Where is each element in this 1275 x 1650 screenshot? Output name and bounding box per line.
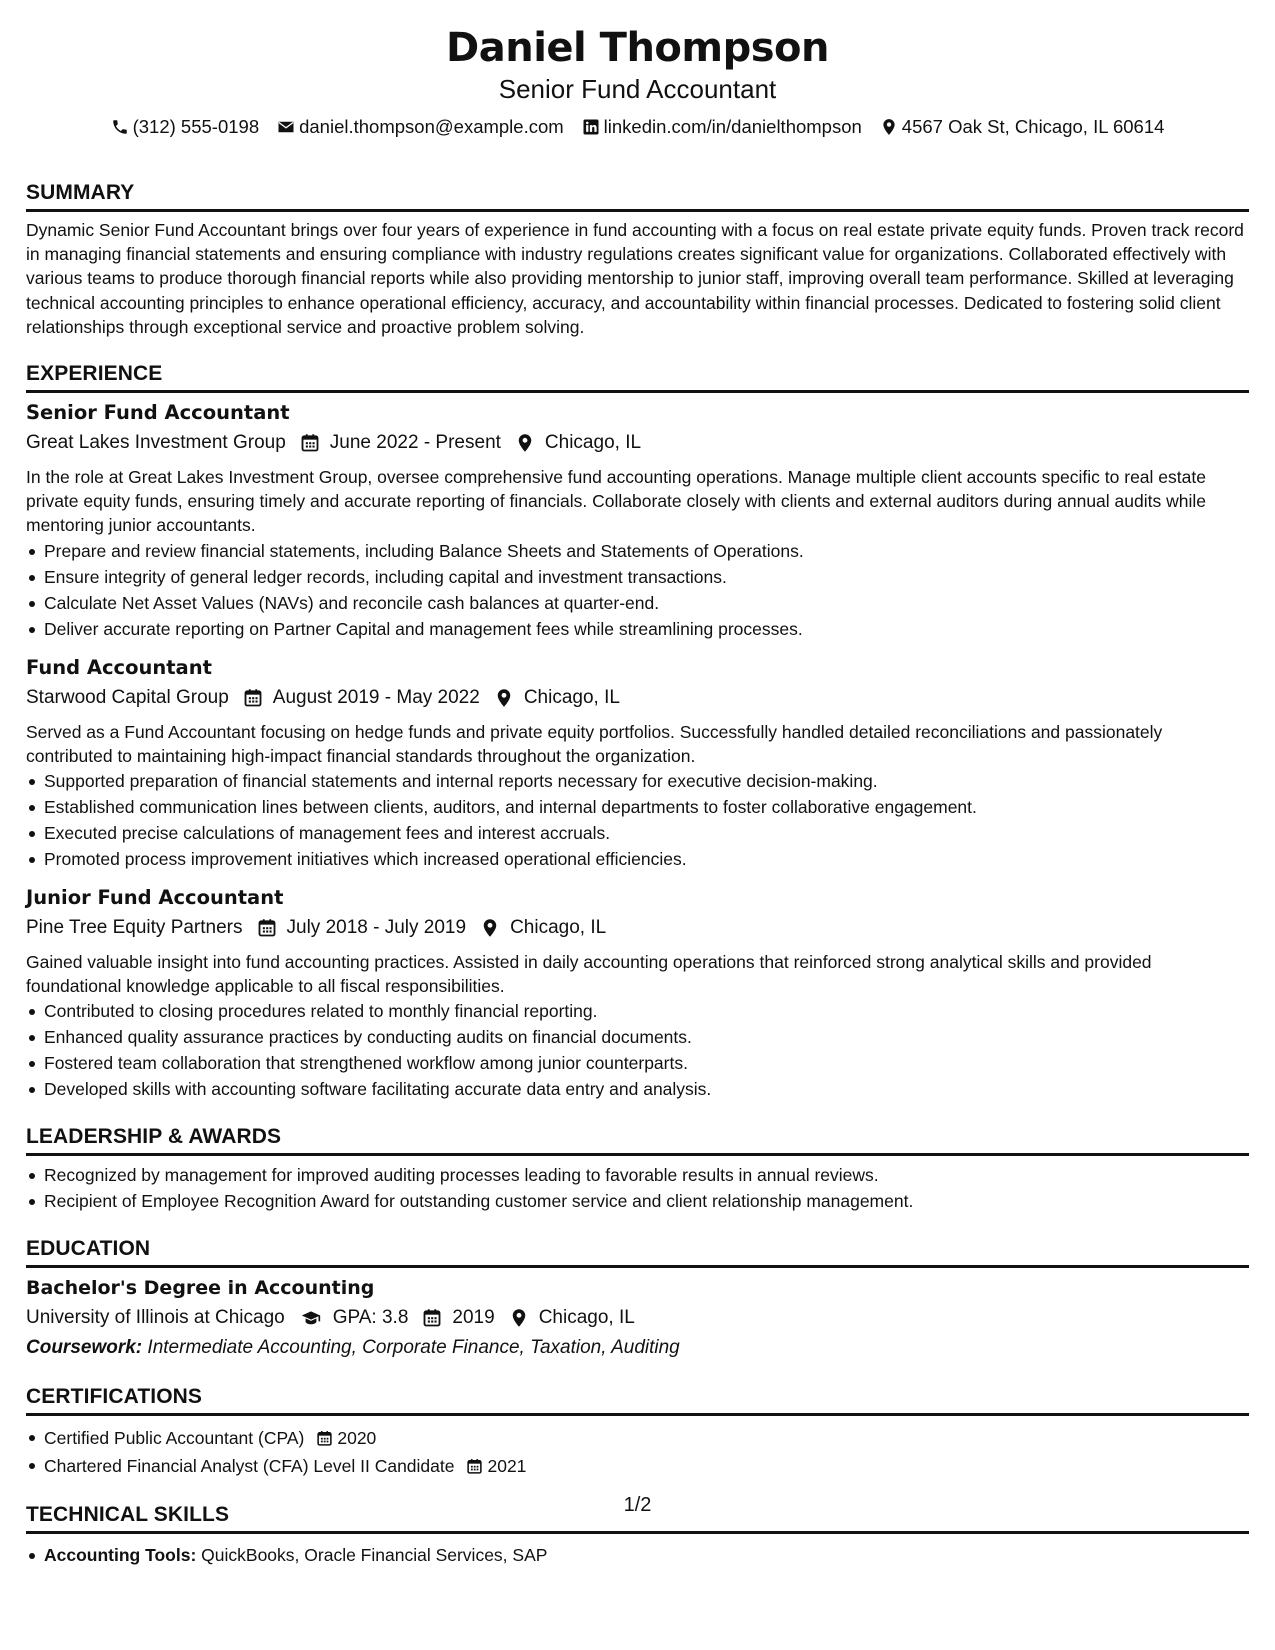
leadership-heading: LEADERSHIP & AWARDS [26, 1124, 1249, 1156]
job-location-text: Chicago, IL [510, 917, 607, 939]
certification-date [466, 1452, 526, 1480]
education-location [509, 1304, 635, 1332]
certifications-section [26, 1384, 1249, 1480]
leadership-section [26, 1124, 1249, 1214]
job-description: In the role at Great Lakes Investment Group, oversee comprehensive fund accounting operations. Manage multiple client accounts specific to real estate private equity funds, ensuring timely and accurate reporting of financials. Collaborate closely with clients and external auditors during annual audits while mentoring junior accountants. [26, 467, 1206, 536]
map-pin-icon [494, 688, 514, 708]
contact-email[interactable] [277, 116, 564, 138]
contact-linkedin-text[interactable]: linkedin.com/in/danielthompson [603, 116, 862, 137]
job-location [515, 429, 641, 457]
job-company: Great Lakes Investment Group [26, 432, 286, 454]
map-pin-icon [880, 118, 898, 136]
job-title: Junior Fund Accountant [26, 886, 284, 910]
list-item: Recipient of Employee Recognition Award for outstanding customer service and client relationship management. [26, 1188, 1249, 1214]
list-item: Ensure integrity of general ledger records, including capital and investment transactions. [26, 564, 1249, 590]
calendar-icon [300, 433, 320, 453]
map-pin-icon [480, 918, 500, 938]
list-item: Fostered team collaboration that strengthened workflow among junior counterparts. [26, 1050, 1249, 1076]
job-description: Served as a Fund Accountant focusing on hedge funds and private equity portfolios. Successfully handled detailed reconciliations and passionately contributed to maintaining high-impact financial standards throughout the organization. [26, 721, 1163, 766]
resume-page [26, 22, 1249, 1568]
list-item [26, 1424, 1249, 1452]
summary-section [26, 180, 1249, 339]
coursework-text: Intermediate Accounting, Corporate Finance, Taxation, Auditing [147, 1337, 680, 1359]
job-title: Fund Accountant [26, 655, 212, 679]
job-dates [300, 429, 501, 457]
coursework-label: Coursework: [26, 1337, 143, 1359]
calendar-icon [243, 688, 263, 708]
calendar-icon [257, 918, 277, 938]
education-year-text: 2019 [452, 1307, 495, 1329]
job-meta [26, 429, 1249, 457]
education-location-text: Chicago, IL [538, 1307, 635, 1329]
job-dates-text: June 2022 - Present [329, 432, 501, 454]
list-item: Developed skills with accounting software facilitating accurate data entry and analysis. [26, 1076, 1249, 1102]
list-item: Executed precise calculations of management fees and interest accruals. [26, 820, 1249, 846]
job-entry [26, 654, 1249, 872]
page-number: 1/2 [623, 1494, 652, 1516]
degree-title: Bachelor's Degree in Accounting [26, 1277, 375, 1300]
job-entry [26, 399, 1249, 642]
leadership-bullets [26, 1162, 1249, 1214]
job-bullets [26, 768, 1249, 872]
summary-text: Dynamic Senior Fund Accountant brings over four years of experience in fund accounting with a focus on real estate private equity funds. Proven track record in managing financial statements and ensuring compliance with industry regulations creates significant value for organizations. Collaborated effectively with various teams to produce thorough financial reports while also providing mentorship to junior staff, improving overall team performance. Skilled at leveraging technical accounting principles to enhance operational efficiency, accuracy, and accountability within financial processes. Dedicated to fostering solid client relationships through exceptional service and proactive problem solving. [26, 220, 1244, 337]
job-dates-text: August 2019 - May 2022 [272, 686, 480, 708]
education-gpa-text: GPA: 3.8 [332, 1307, 409, 1329]
job-location [480, 914, 606, 942]
envelope-icon [277, 118, 295, 136]
job-location-text: Chicago, IL [544, 432, 642, 454]
experience-heading: EXPERIENCE [26, 361, 1249, 393]
calendar-icon [316, 1430, 333, 1447]
job-title: Senior Fund Accountant [26, 401, 290, 425]
certification-name: Certified Public Accountant (CPA) [44, 1428, 305, 1449]
experience-section [26, 361, 1249, 1102]
job-location [494, 684, 620, 712]
calendar-icon [466, 1458, 483, 1475]
job-bullets [26, 998, 1249, 1102]
contact-email-text[interactable]: daniel.thompson@example.com [299, 116, 564, 137]
certifications-heading: CERTIFICATIONS [26, 1384, 1249, 1416]
job-dates [257, 914, 467, 942]
candidate-name: Daniel Thompson [446, 25, 829, 71]
certification-date [316, 1424, 376, 1452]
education-gpa [299, 1304, 409, 1332]
list-item: Calculate Net Asset Values (NAVs) and reconcile cash balances at quarter-end. [26, 590, 1249, 616]
phone-icon [111, 118, 129, 136]
map-pin-icon [509, 1308, 529, 1328]
candidate-title: Senior Fund Accountant [498, 74, 777, 104]
job-bullets [26, 538, 1249, 642]
summary-heading: SUMMARY [26, 180, 1249, 212]
job-dates-text: July 2018 - July 2019 [286, 917, 467, 939]
contact-bar [26, 116, 1249, 138]
job-company: Starwood Capital Group [26, 686, 229, 708]
education-year [422, 1304, 494, 1332]
job-description: Gained valuable insight into fund accounting practices. Assisted in daily accounting operations that reinforced strong analytical skills and provided foundational knowledge applicable to all fiscal responsibilities. [26, 952, 1152, 997]
list-item [26, 1452, 1249, 1480]
education-meta [26, 1304, 1249, 1332]
contact-address-text: 4567 Oak St, Chicago, IL 60614 [901, 116, 1165, 137]
list-item: Contributed to closing procedures related to monthly financial reporting. [26, 998, 1249, 1024]
contact-phone-text: (312) 555-0198 [132, 116, 260, 137]
job-entry [26, 884, 1249, 1102]
skills-list [26, 1542, 1249, 1568]
linkedin-icon [582, 118, 600, 136]
certification-year: 2020 [337, 1428, 377, 1449]
contact-address [880, 116, 1165, 138]
list-item [26, 1542, 1249, 1568]
map-pin-icon [515, 433, 535, 453]
school-name: University of Illinois at Chicago [26, 1307, 285, 1329]
list-item: Recognized by management for improved auditing processes leading to favorable results in annual reviews. [26, 1162, 1249, 1188]
job-location-text: Chicago, IL [523, 686, 620, 708]
coursework [26, 1334, 1249, 1362]
list-item: Enhanced quality assurance practices by conducting audits on financial documents. [26, 1024, 1249, 1050]
job-company: Pine Tree Equity Partners [26, 917, 243, 939]
list-item: Supported preparation of financial statements and internal reports necessary for executive decision-making. [26, 768, 1249, 794]
skill-values: QuickBooks, Oracle Financial Services, SAP [201, 1545, 548, 1566]
skill-category: Accounting Tools: [44, 1545, 197, 1566]
contact-linkedin[interactable] [582, 116, 862, 138]
certification-name: Chartered Financial Analyst (CFA) Level II Candidate [44, 1456, 455, 1477]
job-dates [243, 684, 480, 712]
list-item: Prepare and review financial statements, including Balance Sheets and Statements of Operations. [26, 538, 1249, 564]
contact-phone [111, 116, 260, 138]
list-item: Promoted process improvement initiatives which increased operational efficiencies. [26, 846, 1249, 872]
list-item: Established communication lines between clients, auditors, and internal departments to foster collaborative engagement. [26, 794, 1249, 820]
education-heading: EDUCATION [26, 1236, 1249, 1268]
skills-heading: TECHNICAL SKILLS [26, 1502, 1249, 1534]
job-meta [26, 914, 1249, 942]
graduation-cap-icon [299, 1308, 323, 1328]
calendar-icon [422, 1308, 442, 1328]
job-meta [26, 684, 1249, 712]
list-item: Deliver accurate reporting on Partner Capital and management fees while streamlining processes. [26, 616, 1249, 642]
education-section [26, 1236, 1249, 1362]
resume-header [26, 22, 1249, 138]
certification-list [26, 1424, 1249, 1480]
certification-year: 2021 [487, 1456, 527, 1477]
